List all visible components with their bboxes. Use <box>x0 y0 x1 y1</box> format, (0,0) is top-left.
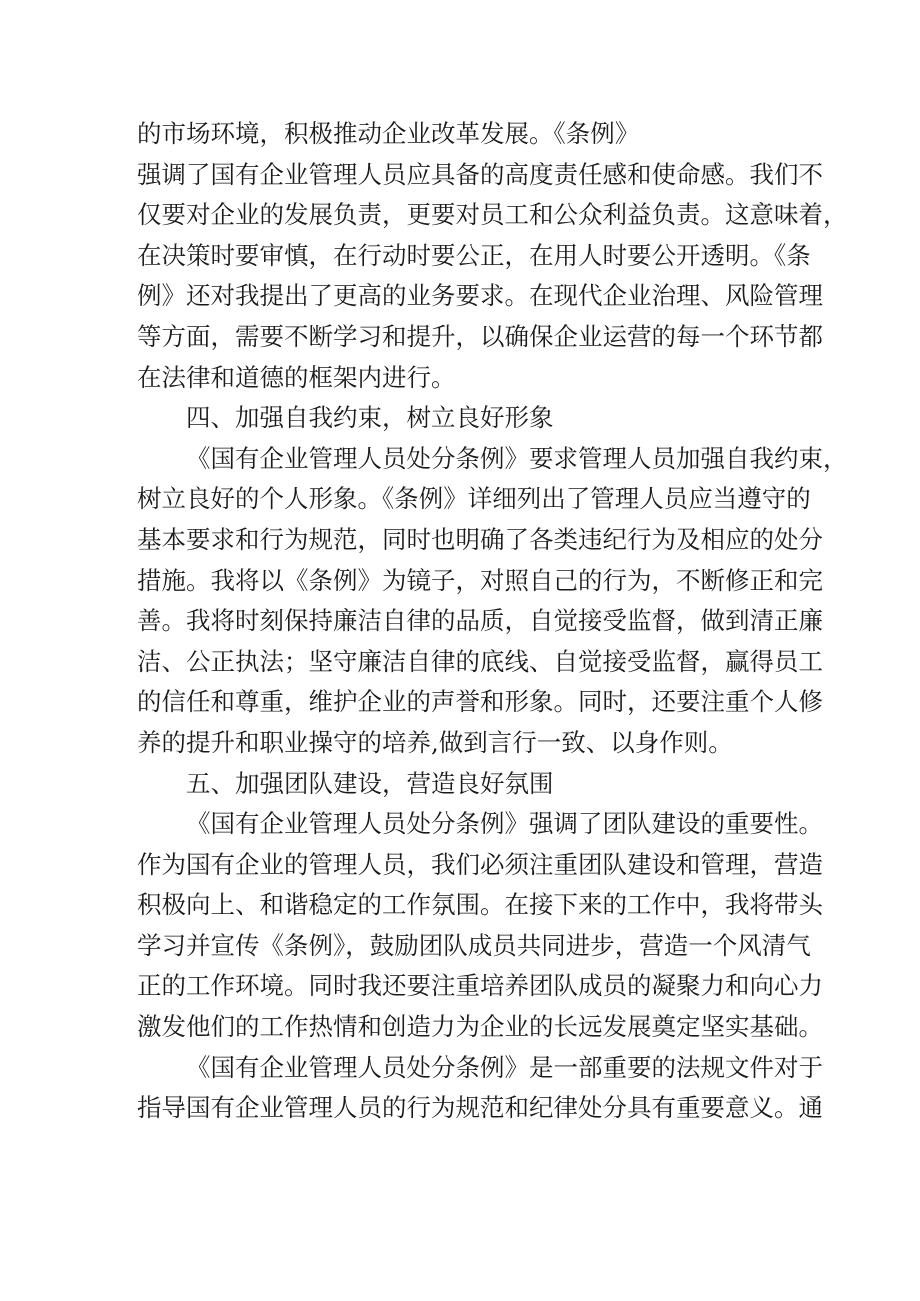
text-line: 《国有企业管理人员处分条例》是一部重要的法规文件对于 <box>186 1052 823 1082</box>
section-heading: 四、加强自我约束，树立良好形象 <box>186 403 554 433</box>
text-line: 的市场环境，积极推动企业改革发展。《条例》 <box>137 119 640 148</box>
text-line: 在法律和道德的框架内进行。 <box>137 362 456 392</box>
text-line: 正的工作环境。同时我还要注重培养团队成员的凝聚力和向心力 <box>137 971 823 1001</box>
text-line: 善。我将时刻保持廉洁自律的品质，自觉接受监督，做到清正廉 <box>137 606 823 636</box>
text-line: 例》还对我提出了更高的业务要求。在现代企业治理、风险管理 <box>137 281 823 311</box>
text-line: 在决策时要审慎，在行动时要公正，在用人时要公开透明。《条 <box>137 240 811 270</box>
text-line: 作为国有企业的管理人员，我们必须注重团队建设和管理，营造 <box>137 849 823 879</box>
text-line: 的信任和尊重，维护企业的声誉和形象。同时，还要注重个人修 <box>137 687 823 717</box>
text-line: 树立良好的个人形象。《条例》详细列出了管理人员应当遵守的 <box>137 484 811 514</box>
body-text <box>137 114 848 1129</box>
text-line: 养的提升和职业操守的培养,做到言行一致、以身作则。 <box>137 727 733 757</box>
text-line: 仅要对企业的发展负责，更要对员工和公众利益负责。这意味着， <box>137 200 848 230</box>
text-line: 《国有企业管理人员处分条例》强调了团队建设的重要性。 <box>186 809 823 839</box>
text-line: 措施。我将以《条例》为镜子，对照自己的行为，不断修正和完 <box>137 565 823 595</box>
text-line: 基本要求和行为规范，同时也明确了各类违纪行为及相应的处分 <box>137 524 823 554</box>
text-line: 《国有企业管理人员处分条例》要求管理人员加强自我约束， <box>186 443 848 473</box>
text-line: 等方面，需要不断学习和提升，以确保企业运营的每一个环节都 <box>137 321 823 351</box>
text-line: 指导国有企业管理人员的行为规范和纪律处分具有重要意义。通 <box>137 1093 823 1123</box>
text-line: 激发他们的工作热情和创造力为企业的长远发展奠定坚实基础。 <box>137 1012 823 1042</box>
text-line: 学习并宣传《条例》，鼓励团队成员共同进步，营造一个风清气 <box>137 930 811 960</box>
text-line: 强调了国有企业管理人员应具备的高度责任感和使命感。我们不 <box>137 159 823 189</box>
text-line: 积极向上、和谐稳定的工作氛围。在接下来的工作中，我将带头 <box>137 890 823 920</box>
text-line: 洁、公正执法；坚守廉洁自律的底线、自觉接受监督，赢得员工 <box>137 646 823 676</box>
section-heading: 五、加强团队建设，营造良好氛围 <box>186 768 554 798</box>
